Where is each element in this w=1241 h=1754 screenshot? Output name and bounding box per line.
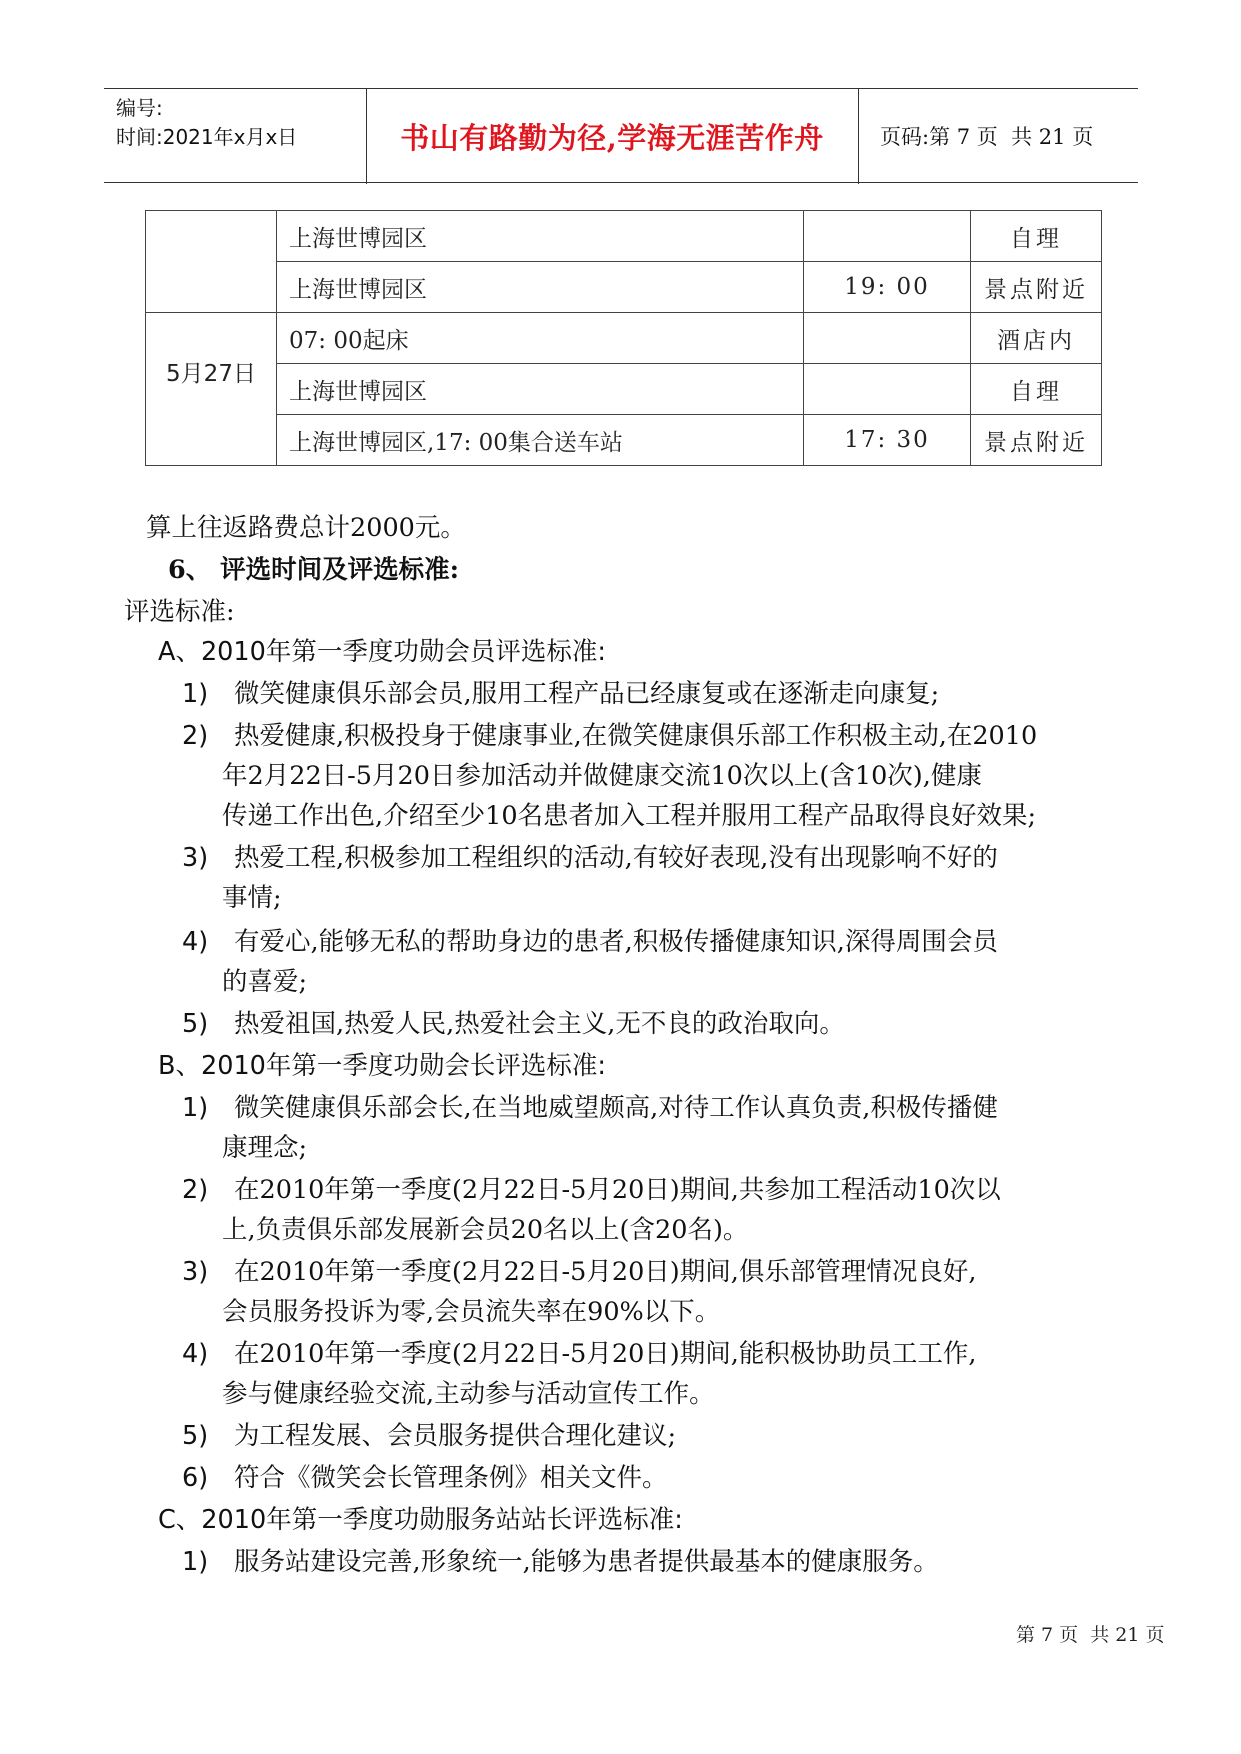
header-page-info: 页码:第 7 页 共 21 页 (880, 125, 1094, 149)
list-item-line: 传递工作出色,介绍至少10名患者加入工程并服用工程产品取得良好效果; (222, 801, 1037, 831)
list-item-number: 1) (182, 1547, 209, 1577)
list-item-number: 2) (182, 721, 209, 751)
date-cell: 5月27日 (146, 313, 277, 466)
header-divider-right (858, 88, 859, 184)
list-item-number: 1) (182, 679, 209, 709)
list-item-number: 3) (182, 843, 209, 873)
budget-paragraph: 算上往返路费总计2000元。 (146, 513, 466, 543)
list-item-line: 服务站建设完善,形象统一,能够为患者提供最基本的健康服务。 (234, 1547, 939, 1577)
time-cell (804, 313, 971, 364)
location-cell: 自理 (971, 211, 1102, 262)
activity-cell: 07: 00起床 (277, 313, 804, 364)
list-item-number: 4) (182, 1339, 209, 1369)
table-row (146, 415, 1102, 466)
section-b-title: B、2010年第一季度功勋会长评选标准: (158, 1051, 606, 1081)
table-row (146, 313, 1102, 364)
list-item-number: 6) (182, 1463, 209, 1493)
list-item-number: 3) (182, 1257, 209, 1287)
list-item-number: 5) (182, 1421, 209, 1451)
list-item-line: 的喜爱; (222, 967, 308, 997)
schedule-table (145, 210, 1102, 466)
criteria-label: 评选标准: (124, 597, 235, 627)
section-c-title: C、2010年第一季度功勋服务站站长评选标准: (158, 1505, 683, 1535)
list-item-line: 有爱心,能够无私的帮助身边的患者,积极传播健康知识,深得周围会员 (234, 927, 998, 957)
time-cell: 19: 00 (804, 262, 971, 313)
header-motto: 书山有路勤为径,学海无涯苦作舟 (400, 120, 824, 155)
list-item-line: 热爱健康,积极投身于健康事业,在微笑健康俱乐部工作积极主动,在2010 (234, 721, 1038, 751)
list-item-line: 事情; (222, 883, 282, 913)
location-cell: 自理 (971, 364, 1102, 415)
list-item-line: 为工程发展、会员服务提供合理化建议; (234, 1421, 677, 1451)
list-item-line: 会员服务投诉为零,会员流失率在90%以下。 (222, 1297, 721, 1327)
list-item-line: 参与健康经验交流,主动参与活动宣传工作。 (222, 1379, 715, 1409)
time-cell (804, 211, 971, 262)
activity-cell: 上海世博园区 (277, 364, 804, 415)
location-cell: 酒店内 (971, 313, 1102, 364)
activity-cell: 上海世博园区 (277, 262, 804, 313)
list-item-line: 符合《微笑会长管理条例》相关文件。 (234, 1463, 668, 1493)
date-cell (146, 211, 277, 313)
list-item-number: 4) (182, 927, 209, 957)
list-item-number: 1) (182, 1093, 209, 1123)
list-item-line: 微笑健康俱乐部会员,服用工程产品已经康复或在逐渐走向康复; (234, 679, 940, 709)
document-number-label: 编号: (116, 96, 163, 120)
list-item-line: 康理念; (222, 1133, 308, 1163)
activity-cell: 上海世博园区,17: 00集合送车站 (277, 415, 804, 466)
list-item-number: 2) (182, 1175, 209, 1205)
list-item-line: 热爱工程,积极参加工程组织的活动,有较好表现,没有出现影响不好的 (234, 843, 998, 873)
location-cell: 景点附近 (971, 262, 1102, 313)
time-cell: 17: 30 (804, 415, 971, 466)
list-item-line: 在2010年第一季度(2月22日-5月20日)期间,俱乐部管理情况良好, (234, 1257, 977, 1287)
table-row (146, 364, 1102, 415)
section-6-heading: 6、 评选时间及评选标准: (168, 555, 460, 585)
list-item-line: 微笑健康俱乐部会长,在当地威望颇高,对待工作认真负责,积极传播健 (234, 1093, 998, 1123)
list-item-line: 在2010年第一季度(2月22日-5月20日)期间,能积极协助员工工作, (234, 1339, 977, 1369)
activity-cell: 上海世博园区 (277, 211, 804, 262)
page-footer: 第 7 页 共 21 页 (1016, 1624, 1165, 1646)
time-cell (804, 364, 971, 415)
table-row (146, 262, 1102, 313)
document-time-label: 时间:2021年x月x日 (116, 125, 298, 149)
table-row (146, 211, 1102, 262)
list-item-line: 在2010年第一季度(2月22日-5月20日)期间,共参加工程活动10次以 (234, 1175, 1001, 1205)
location-cell: 景点附近 (971, 415, 1102, 466)
header-meta (116, 94, 297, 152)
list-item-line: 年2月22日-5月20日参加活动并做健康交流10次以上(含10次),健康 (222, 761, 982, 791)
section-a-title: A、2010年第一季度功勋会员评选标准: (158, 637, 606, 667)
list-item-line: 上,负责俱乐部发展新会员20名以上(含20名)。 (222, 1215, 749, 1245)
list-item-line: 热爱祖国,热爱人民,热爱社会主义,无不良的政治取向。 (234, 1009, 845, 1039)
page-header (104, 88, 1138, 184)
list-item-number: 5) (182, 1009, 209, 1039)
